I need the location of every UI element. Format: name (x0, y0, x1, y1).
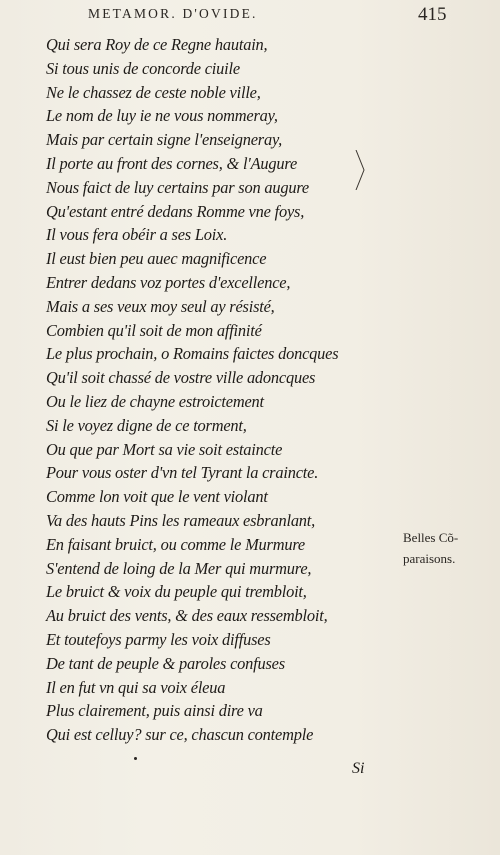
verse-line: Qui est celluy? sur ce, chascun contemple (46, 725, 314, 745)
verse-line: Mais par certain signe l'enseigneray, (46, 130, 283, 150)
verse-line: Combien qu'il soit de mon affinité (46, 320, 262, 340)
verse-line: Il en fut vn qui sa voix éleua (46, 677, 226, 697)
verse-line: Le bruict & voix du peuple qui trembloit, (46, 582, 307, 602)
page-number: 415 (418, 4, 447, 25)
verse-line: Il eust bien peu auec magnificence (46, 249, 267, 269)
verse-line: Va des hauts Pins les rameaux esbranlant, (46, 510, 316, 530)
verse-line: Comme lon voit que le vent violant (46, 487, 268, 507)
verse-line: Pour vous oster d'vn tel Tyrant la craincte. (46, 463, 319, 483)
verse-line: Si le voyez digne de ce torment, (46, 415, 247, 435)
verse-line: Mais a ses veux moy seul ay résisté, (46, 296, 275, 316)
running-title: METAMOR. D'OVIDE. (88, 6, 258, 21)
ink-dot (134, 757, 137, 760)
verse-line: Le plus prochain, o Romains faictes doncques (46, 344, 339, 364)
verse-line: Qu'il soit chassé de vostre ville adoncques (46, 368, 316, 388)
verse-line: Au bruict des vents, & des eaux ressembloit, (46, 606, 328, 626)
verse-line: Et toutefoys parmy les voix diffuses (46, 629, 271, 649)
verse-line: Entrer dedans voz portes d'excellence, (46, 272, 291, 292)
marginal-note-line: Belles Cõ- (403, 530, 459, 545)
verse-line: Le nom de luy ie ne vous nommeray, (46, 106, 278, 126)
marginal-note (403, 527, 458, 569)
marginal-note-line: paraisons. (403, 551, 456, 566)
verse-line: Il vous fera obéir a ses Loix. (46, 225, 228, 245)
verse-line: Si tous unis de concorde ciuile (46, 58, 240, 78)
verse-line: Nous faict de luy certains par son augure (46, 177, 309, 197)
verse-line: Qui sera Roy de ce Regne hautain, (46, 35, 268, 54)
verse-line: Ne le chassez de ceste noble ville, (46, 82, 261, 102)
verse-line: S'entend de loing de la Mer qui murmure, (46, 558, 312, 578)
margin-bracket-mark (354, 150, 366, 190)
verse-line: Ou le liez de chayne estroictement (46, 391, 264, 411)
catchword: Si (352, 760, 365, 777)
verse-text (46, 33, 338, 747)
verse-line: De tant de peuple & paroles confuses (46, 653, 285, 673)
verse-line: Il porte au front des cornes, & l'Augure (46, 153, 298, 173)
verse-line: En faisant bruict, ou comme le Murmure (46, 534, 306, 554)
verse-line: Ou que par Mort sa vie soit estaincte (46, 439, 283, 459)
verse-line: Plus clairement, puis ainsi dire va (46, 701, 263, 721)
verse-line: Qu'estant entré dedans Romme vne foys, (46, 201, 305, 221)
